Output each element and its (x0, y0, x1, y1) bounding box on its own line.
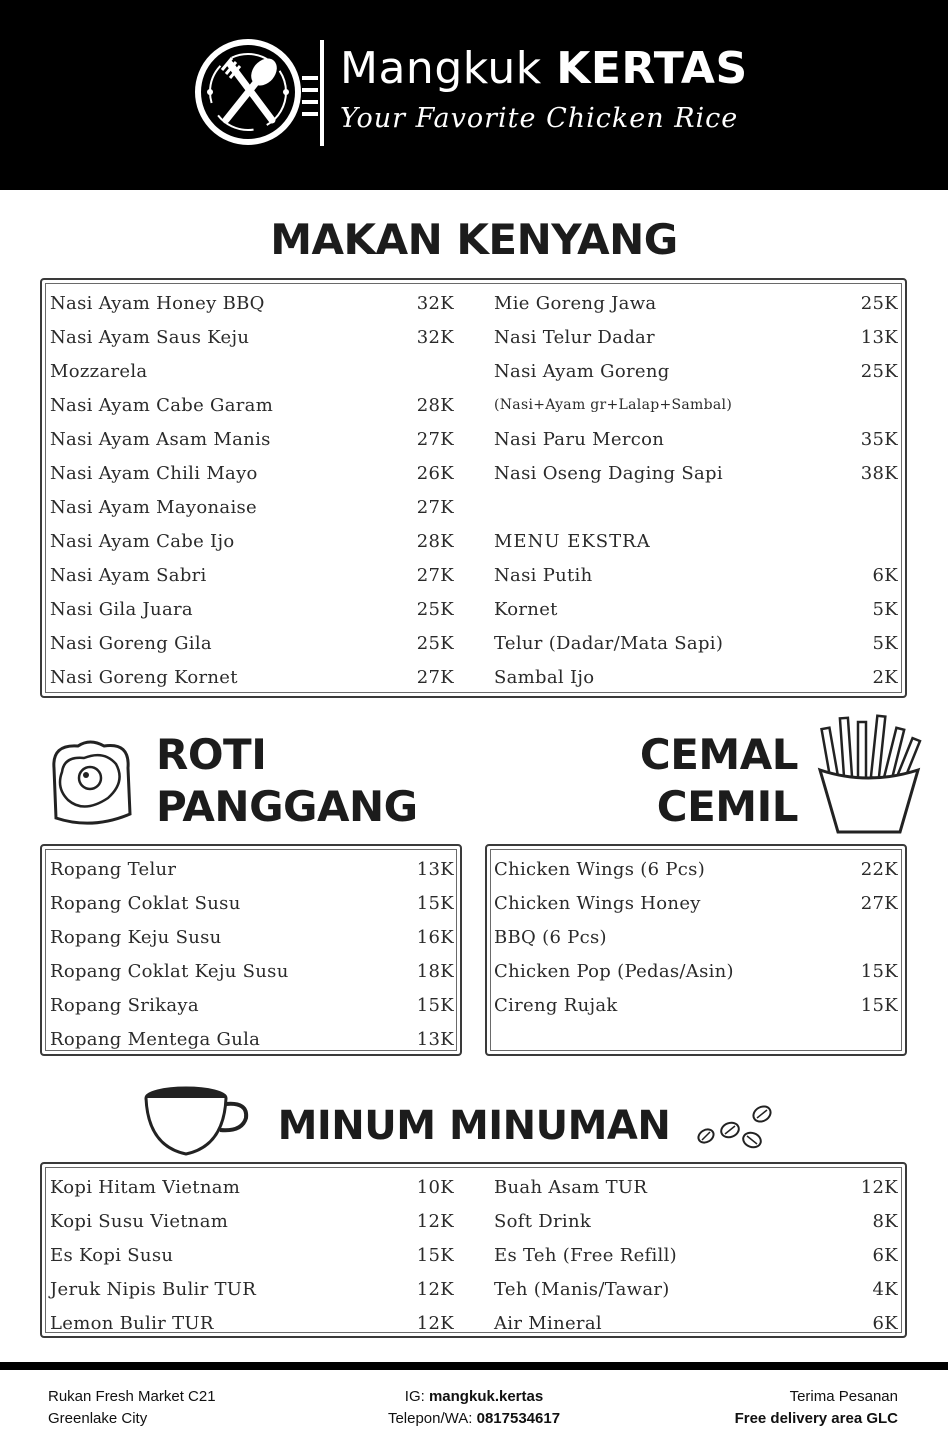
menu-item (494, 1170, 898, 1204)
menu-item-price: 27K (416, 564, 454, 586)
menu-item-name: Kornet (494, 598, 558, 620)
coffee-beans-icon (694, 1102, 776, 1158)
menu-item-name: Sambal Ijo (494, 666, 595, 688)
menu-item (494, 320, 898, 354)
makan-kenyang-right-col (494, 286, 898, 694)
makan-kenyang-left-col (50, 286, 454, 694)
menu-item-name: Telur (Dadar/Mata Sapi) (494, 632, 724, 654)
menu-item (494, 920, 898, 954)
menu-item (50, 286, 454, 320)
menu-item (50, 1238, 454, 1272)
menu-item (50, 954, 454, 988)
menu-item (50, 388, 454, 422)
menu-item-name: Air Mineral (494, 1312, 602, 1334)
menu-item-price: 27K (416, 428, 454, 450)
menu-item-price: 10K (416, 1176, 454, 1198)
menu-item-price: 25K (860, 360, 898, 382)
footer-address (48, 1386, 216, 1430)
menu-item (494, 1204, 898, 1238)
menu-item (494, 1238, 898, 1272)
menu-item (50, 1170, 454, 1204)
footer-divider (0, 1362, 948, 1370)
cemal-box (485, 844, 907, 1056)
menu-item-price: 5K (872, 632, 898, 654)
menu-item (494, 354, 898, 388)
menu-item-name: Kopi Susu Vietnam (50, 1210, 229, 1232)
menu-item-price: 27K (416, 496, 454, 518)
menu-item (494, 422, 898, 456)
menu-item (50, 1204, 454, 1238)
menu-item-name: Nasi Ayam Honey BBQ (50, 292, 265, 314)
menu-item-name: Nasi Ayam Cabe Garam (50, 394, 274, 416)
tagline: Your Favorite Chicken Rice (340, 103, 739, 134)
menu-item (494, 490, 898, 524)
fork-spoon-logo-icon (190, 34, 330, 150)
brand (340, 42, 770, 136)
minum-left-col (50, 1170, 454, 1340)
menu-item-price: 13K (416, 1028, 454, 1050)
footer-order (735, 1386, 898, 1430)
menu-item (50, 490, 454, 524)
brand-name-right: KERTAS (556, 43, 748, 94)
menu-item (50, 920, 454, 954)
menu-item-price: 38K (860, 462, 898, 484)
menu-item-price: 15K (860, 994, 898, 1016)
menu-item-name: Lemon Bulir TUR (50, 1312, 214, 1334)
french-fries-icon (812, 714, 926, 836)
menu-item-price: 12K (860, 1176, 898, 1198)
menu-item-price: 15K (416, 994, 454, 1016)
order-line-1: Terima Pesanan (789, 1388, 898, 1405)
footer-contact (340, 1386, 608, 1430)
menu-item-name: Chicken Wings Honey (494, 892, 701, 914)
address-line-1: Rukan Fresh Market C21 (48, 1388, 216, 1405)
menu-item (50, 852, 454, 886)
menu-item-price: 15K (860, 960, 898, 982)
menu-item-name: Es Teh (Free Refill) (494, 1244, 677, 1266)
menu-item-name: Ropang Coklat Keju Susu (50, 960, 289, 982)
menu-item-price: 18K (416, 960, 454, 982)
minum-right-col (494, 1170, 898, 1340)
menu-item-price: 15K (416, 1244, 454, 1266)
menu-item-name: Nasi Telur Dadar (494, 326, 655, 348)
menu-item-name: Chicken Wings (6 Pcs) (494, 858, 706, 880)
menu-item (494, 558, 898, 592)
menu-item-name: Nasi Ayam Asam Manis (50, 428, 271, 450)
menu-item (494, 626, 898, 660)
menu-item-price: 12K (416, 1278, 454, 1300)
menu-item-price: 13K (860, 326, 898, 348)
menu-item-name: Nasi Goreng Gila (50, 632, 212, 654)
menu-item-price: 27K (416, 666, 454, 688)
roti-title-1: ROTI (156, 730, 267, 779)
menu-item-name: Ropang Coklat Susu (50, 892, 241, 914)
menu-item-price: 6K (872, 564, 898, 586)
menu-item (50, 626, 454, 660)
header (0, 0, 948, 190)
menu-item (50, 592, 454, 626)
menu-item (50, 524, 454, 558)
menu-item (494, 388, 898, 422)
roti-col (50, 852, 454, 1056)
address-line-2: Greenlake City (48, 1410, 148, 1427)
menu-item (50, 558, 454, 592)
menu-item-name: Ropang Srikaya (50, 994, 199, 1016)
menu-item-name: Chicken Pop (Pedas/Asin) (494, 960, 734, 982)
order-line-2 (735, 1408, 898, 1430)
menu-item (50, 456, 454, 490)
menu-item (50, 320, 454, 354)
menu-item-name: Ropang Telur (50, 858, 177, 880)
menu-item-price: 27K (860, 892, 898, 914)
toast-egg-icon (44, 738, 144, 830)
menu-item-name: Mozzarela (50, 360, 148, 382)
menu-item-name: BBQ (6 Pcs) (494, 926, 607, 948)
menu-item (494, 954, 898, 988)
menu-item-price: 35K (860, 428, 898, 450)
delivery-note: Free delivery area GLC (734, 1410, 898, 1427)
roti-title-2: PANGGANG (156, 782, 418, 831)
phone-line (340, 1408, 608, 1430)
menu-item-price: 25K (416, 598, 454, 620)
menu-item (494, 1306, 898, 1340)
menu-item (494, 456, 898, 490)
menu-item-price: 2K (872, 666, 898, 688)
menu-item-name: Ropang Mentega Gula (50, 1028, 261, 1050)
cemal-col (494, 852, 898, 1022)
menu-item (494, 988, 898, 1022)
menu-item-name: Nasi Ayam Goreng (494, 360, 670, 382)
menu-item-name: Nasi Ayam Chili Mayo (50, 462, 258, 484)
menu-item-price: 5K (872, 598, 898, 620)
menu-item-name: Teh (Manis/Tawar) (494, 1278, 670, 1300)
roti-box (40, 844, 462, 1056)
menu-item (50, 1272, 454, 1306)
menu-item-price: 28K (416, 530, 454, 552)
menu-item-name: Nasi Ayam Sabri (50, 564, 207, 586)
menu-item (494, 660, 898, 694)
menu-item (50, 354, 454, 388)
menu-item-name: Nasi Ayam Saus Keju (50, 326, 250, 348)
menu-item-name: Nasi Oseng Daging Sapi (494, 462, 723, 484)
menu-item (494, 886, 898, 920)
instagram-handle[interactable]: mangkuk.kertas (428, 1388, 544, 1405)
menu-item (494, 852, 898, 886)
menu-item-name: MENU EKSTRA (494, 530, 651, 552)
menu-item-price: 13K (416, 858, 454, 880)
menu-item (494, 286, 898, 320)
menu-item-name: Kopi Hitam Vietnam (50, 1176, 241, 1198)
menu-item (494, 592, 898, 626)
menu-item-name: Buah Asam TUR (494, 1176, 648, 1198)
menu-item-name: Cireng Rujak (494, 994, 618, 1016)
brand-name (340, 42, 770, 96)
menu-item-price: 32K (416, 326, 454, 348)
cemal-title-1: CEMAL (639, 730, 798, 779)
menu-item-name: Nasi Ayam Mayonaise (50, 496, 257, 518)
menu-item-name: Nasi Putih (494, 564, 593, 586)
menu-item-name: Jeruk Nipis Bulir TUR (50, 1278, 257, 1300)
instagram-label: IG: (404, 1388, 425, 1405)
menu-item (50, 422, 454, 456)
menu-item (50, 1022, 454, 1056)
phone-number[interactable]: 0817534617 (476, 1410, 561, 1427)
menu-item (50, 886, 454, 920)
menu-item-price: 6K (872, 1244, 898, 1266)
menu-item-name: Nasi Ayam Cabe Ijo (50, 530, 235, 552)
menu-item-name: Nasi Gila Juara (50, 598, 193, 620)
menu-item-price: 15K (416, 892, 454, 914)
menu-item-price: 25K (860, 292, 898, 314)
menu-item-price: 28K (416, 394, 454, 416)
phone-label: Telepon/WA: (387, 1410, 473, 1427)
menu-item-name: Nasi Paru Mercon (494, 428, 665, 450)
cemal-title-2: CEMIL (656, 782, 798, 831)
menu-item-name: Mie Goreng Jawa (494, 292, 657, 314)
menu-item (50, 660, 454, 694)
menu-item-price: 32K (416, 292, 454, 314)
instagram-line (340, 1386, 608, 1408)
menu-item-price: 12K (416, 1312, 454, 1334)
menu-item (50, 1306, 454, 1340)
menu-item-price: 16K (416, 926, 454, 948)
minum-box (40, 1162, 907, 1338)
menu-item-name: Nasi Goreng Kornet (50, 666, 238, 688)
makan-kenyang-box (40, 278, 907, 698)
menu-item (494, 1272, 898, 1306)
menu-item-price: 25K (416, 632, 454, 654)
menu-item-price: 22K (860, 858, 898, 880)
menu-item-name: Soft Drink (494, 1210, 592, 1232)
menu-item (50, 988, 454, 1022)
menu-item-price: 26K (416, 462, 454, 484)
makan-kenyang-title: MAKAN KENYANG (270, 215, 678, 264)
brand-name-left: Mangkuk (340, 43, 542, 94)
minum-title: MINUM MINUMAN (277, 1103, 671, 1149)
menu-item-price: 8K (872, 1210, 898, 1232)
menu-item-price: 4K (872, 1278, 898, 1300)
menu-item-name: Es Kopi Susu (50, 1244, 174, 1266)
menu-item-name: (Nasi+Ayam gr+Lalap+Sambal) (494, 397, 733, 413)
menu-ekstra-heading (494, 524, 898, 558)
menu-item-name: Ropang Keju Susu (50, 926, 222, 948)
menu-item-price: 12K (416, 1210, 454, 1232)
menu-item-price: 6K (872, 1312, 898, 1334)
